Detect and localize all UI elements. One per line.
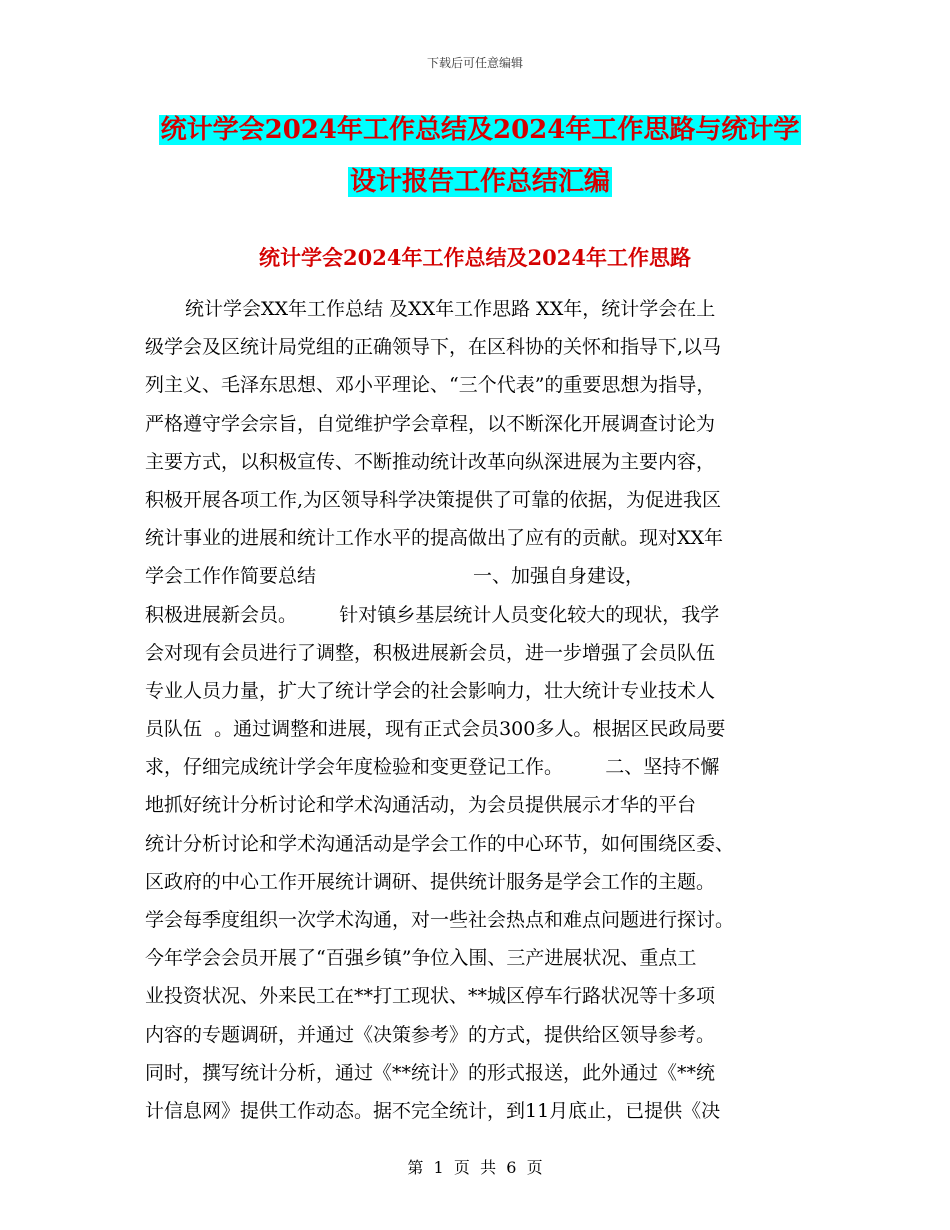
body-line: 专业人员力量，扩大了统计学会的社会影响力，壮大统计专业技术人 xyxy=(145,679,716,702)
body-line: 员队伍 。通过调整和进展，现有正式会员300多人。根据区民政局要 xyxy=(145,718,726,741)
main-title xyxy=(150,104,810,208)
body-line: 今年学会会员开展了“百强乡镇”争位入围、三产进展状况、重点工 xyxy=(145,947,697,970)
page-footer: 第 1 页 共 6 页 xyxy=(407,1158,543,1177)
main-title-text: 统计学会2024年工作总结及2024年工作思路与统计学设计报告工作总结汇编 xyxy=(160,115,800,197)
sub-title: 统计学会2024年工作总结及2024年工作思路 xyxy=(259,245,691,270)
body-text xyxy=(145,290,805,1130)
header-note: 下载后可任意编辑 xyxy=(426,56,523,70)
body-line: 统计事业的进展和统计工作水平的提高做出了应有的贡献。现对XX年 xyxy=(145,527,724,550)
body-line: 计信息网》提供工作动态。据不完全统计，到11月底止，已提供《决 xyxy=(145,1099,721,1122)
body-line: 内容的专题调研，并通过《决策参考》的方式，提供给区领导参考。 xyxy=(145,1023,716,1046)
body-line: 地抓好统计分析讨论和学术沟通活动，为会员提供展示才华的平台 xyxy=(145,794,697,817)
body-line: 同时，撰写统计分析，通过《**统计》的形式报送，此外通过《**统 xyxy=(145,1061,716,1084)
body-line: 会对现有会员进行了调整，积极进展新会员，进一步增强了会员队伍 xyxy=(145,641,716,664)
body-line: 积极进展新会员。 针对镇乡基层统计人员变化较大的现状，我学 xyxy=(145,603,720,626)
body-line: 积极开展各项工作,为区领导科学决策提供了可靠的依据，为促进我区 xyxy=(145,488,722,511)
body-line: 业投资状况、外来民工在**打工现状、**城区停车行路状况等十多项 xyxy=(145,985,716,1008)
body-line: 统计学会XX年工作总结 及XX年工作思路 XX年，统计学会在上 xyxy=(185,298,716,320)
body-line: 严格遵守学会宗旨，自觉维护学会章程，以不断深化开展调查讨论为 xyxy=(145,412,716,435)
body-line: 学会每季度组织一次学术沟通，对一些社会热点和难点问题进行探讨。 xyxy=(145,909,735,931)
body-line: 求，仔细完成统计学会年度检验和变更登记工作。 二、坚持不懈 xyxy=(145,756,720,779)
body-line: 区政府的中心工作开展统计调研、提供统计服务是学会工作的主题。 xyxy=(145,870,716,893)
body-line: 统计分析讨论和学术沟通活动是学会工作的中心环节，如何围绕区委、 xyxy=(145,832,735,855)
body-line: 主要方式，以积极宣传、不断推动统计改革向纵深进展为主要内容， xyxy=(145,450,716,473)
body-line: 列主义、毛泽东思想、邓小平理论、“三个代表”的重要思想为指导， xyxy=(145,374,716,397)
body-line: 级学会及区统计局党组的正确领导下，在区科协的关怀和指导下,以马 xyxy=(145,336,722,359)
body-line: 学会工作作简要总结 一、加强自身建设， xyxy=(145,565,645,588)
